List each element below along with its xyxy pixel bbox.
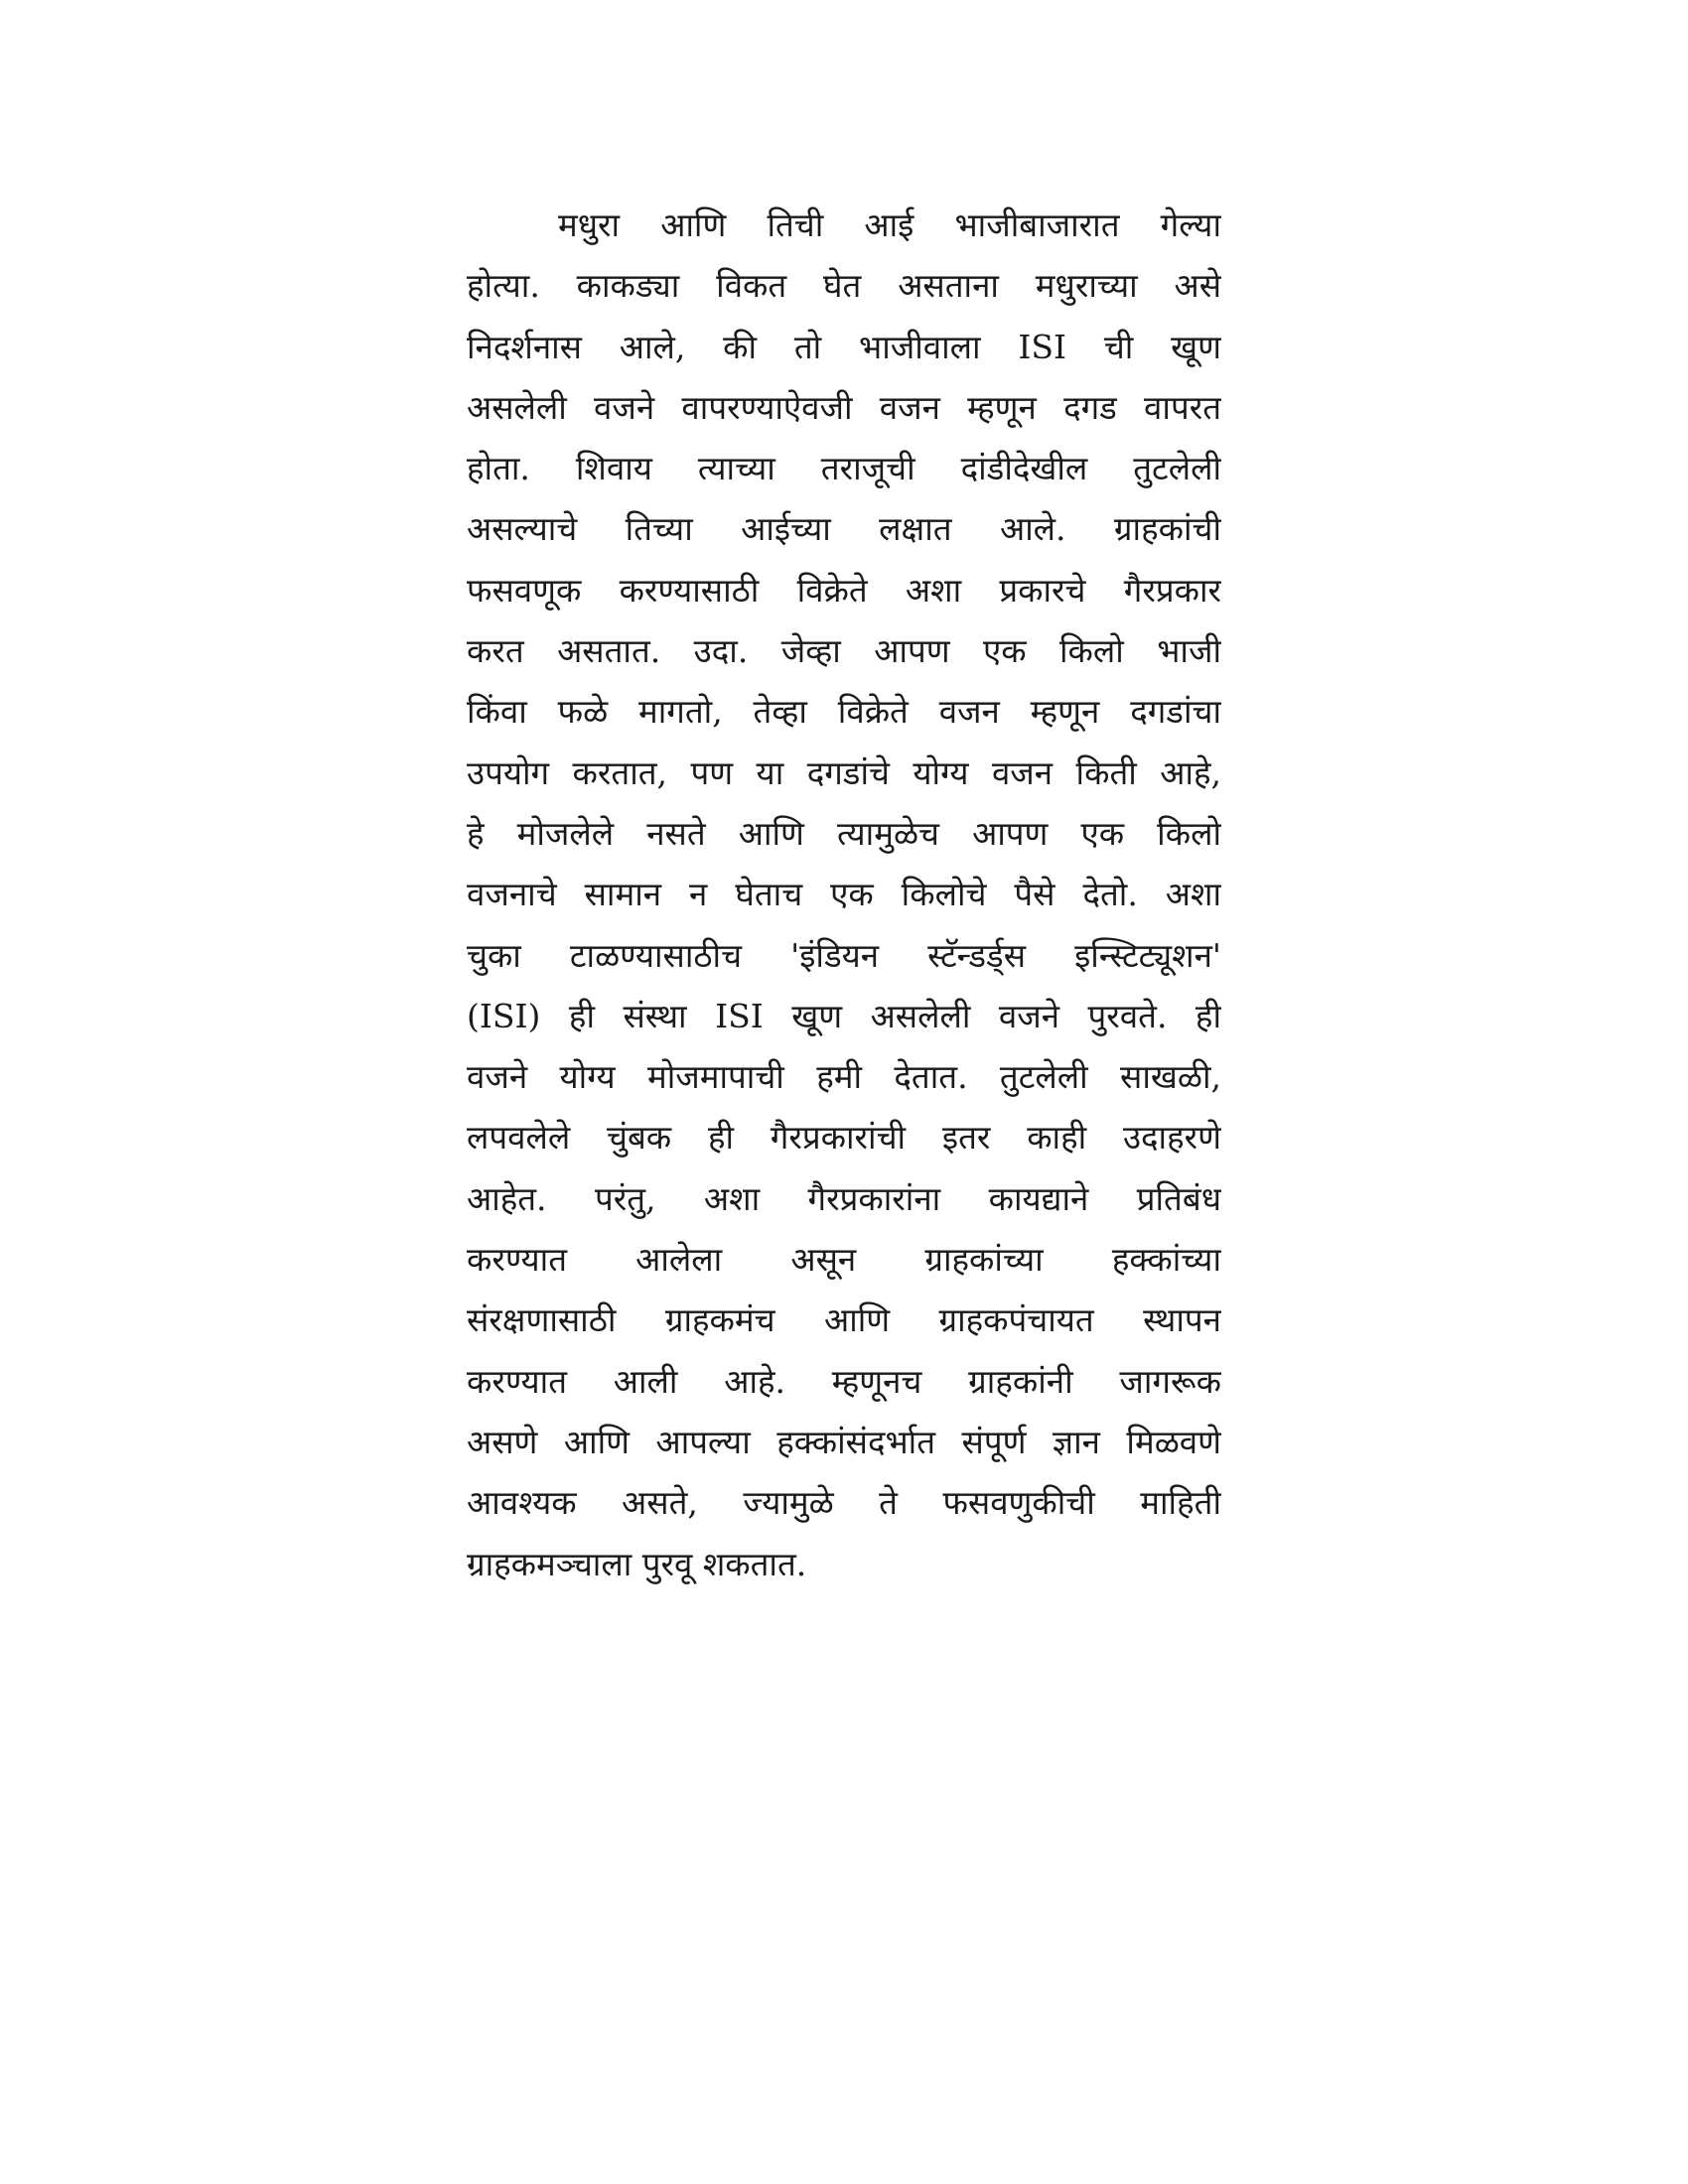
- paragraph-line: मधुरा आणि तिची आई भाजीबाजारात गेल्या: [558, 205, 1221, 244]
- paragraph-line: असलेली वजने वापरण्याऐवजी वजन म्हणून दगड वापरत: [467, 387, 1221, 427]
- body-paragraph: [467, 195, 1221, 1594]
- paragraph-line: ग्राहकमञ्चाला पुरवू शकतात.: [467, 1544, 807, 1583]
- paragraph-line: करत असतात. उदा. जेव्हा आपण एक किलो भाजी: [467, 631, 1221, 671]
- paragraph-line: उपयोग करतात, पण या दगडांचे योग्य वजन किती आहे,: [467, 752, 1221, 792]
- paragraph-line: (ISI) ही संस्था ISI खूण असलेली वजने पुरवते. ही: [467, 996, 1221, 1035]
- paragraph-line: करण्यात आली आहे. म्हणूनच ग्राहकांनी जागरूक: [467, 1361, 1221, 1401]
- paragraph-line: चुका टाळण्यासाठीच 'इंडियन स्टॅन्डर्ड्स इन्स्टिट्यूशन': [467, 935, 1221, 975]
- paragraph-line: हे मोजलेले नसते आणि त्यामुळेच आपण एक किलो: [467, 813, 1221, 853]
- paragraph-line: आवश्यक असते, ज्यामुळे ते फसवणुकीची माहिती: [467, 1483, 1221, 1523]
- paragraph-line: संरक्षणासाठी ग्राहकमंच आणि ग्राहकपंचायत स्थापन: [467, 1300, 1221, 1340]
- paragraph-line: होता. शिवाय त्याच्या तराजूची दांडीदेखील तुटलेली: [467, 449, 1221, 488]
- paragraph-line: किंवा फळे मागतो, तेव्हा विक्रेते वजन म्हणून दगडांचा: [467, 692, 1221, 732]
- paragraph-line: निदर्शनास आले, की तो भाजीवाला ISI ची खूण: [467, 327, 1221, 366]
- paragraph-line: वजने योग्य मोजमापाची हमी देतात. तुटलेली साखळी,: [467, 1057, 1221, 1097]
- paragraph-line: फसवणूक करण्यासाठी विक्रेते अशा प्रकारचे गैरप्रकार: [467, 570, 1221, 610]
- paragraph-line: आहेत. परंतु, अशा गैरप्रकारांना कायद्याने प्रतिबंध: [467, 1178, 1221, 1218]
- paragraph-line: असणे आणि आपल्या हक्कांसंदर्भात संपूर्ण ज्ञान मिळवणे: [467, 1422, 1221, 1461]
- paragraph-line: लपवलेले चुंबक ही गैरप्रकारांची इतर काही उदाहरणे: [467, 1118, 1221, 1158]
- paragraph-line: होत्या. काकड्या विकत घेत असताना मधुराच्या असे: [467, 266, 1221, 306]
- paragraph-line: करण्यात आलेला असून ग्राहकांच्या हक्कांच्या: [467, 1240, 1221, 1280]
- paragraph-line: वजनाचे सामान न घेताच एक किलोचे पैसे देतो. अशा: [467, 875, 1221, 914]
- paragraph-line: असल्याचे तिच्या आईच्या लक्षात आले. ग्राहकांची: [467, 509, 1221, 549]
